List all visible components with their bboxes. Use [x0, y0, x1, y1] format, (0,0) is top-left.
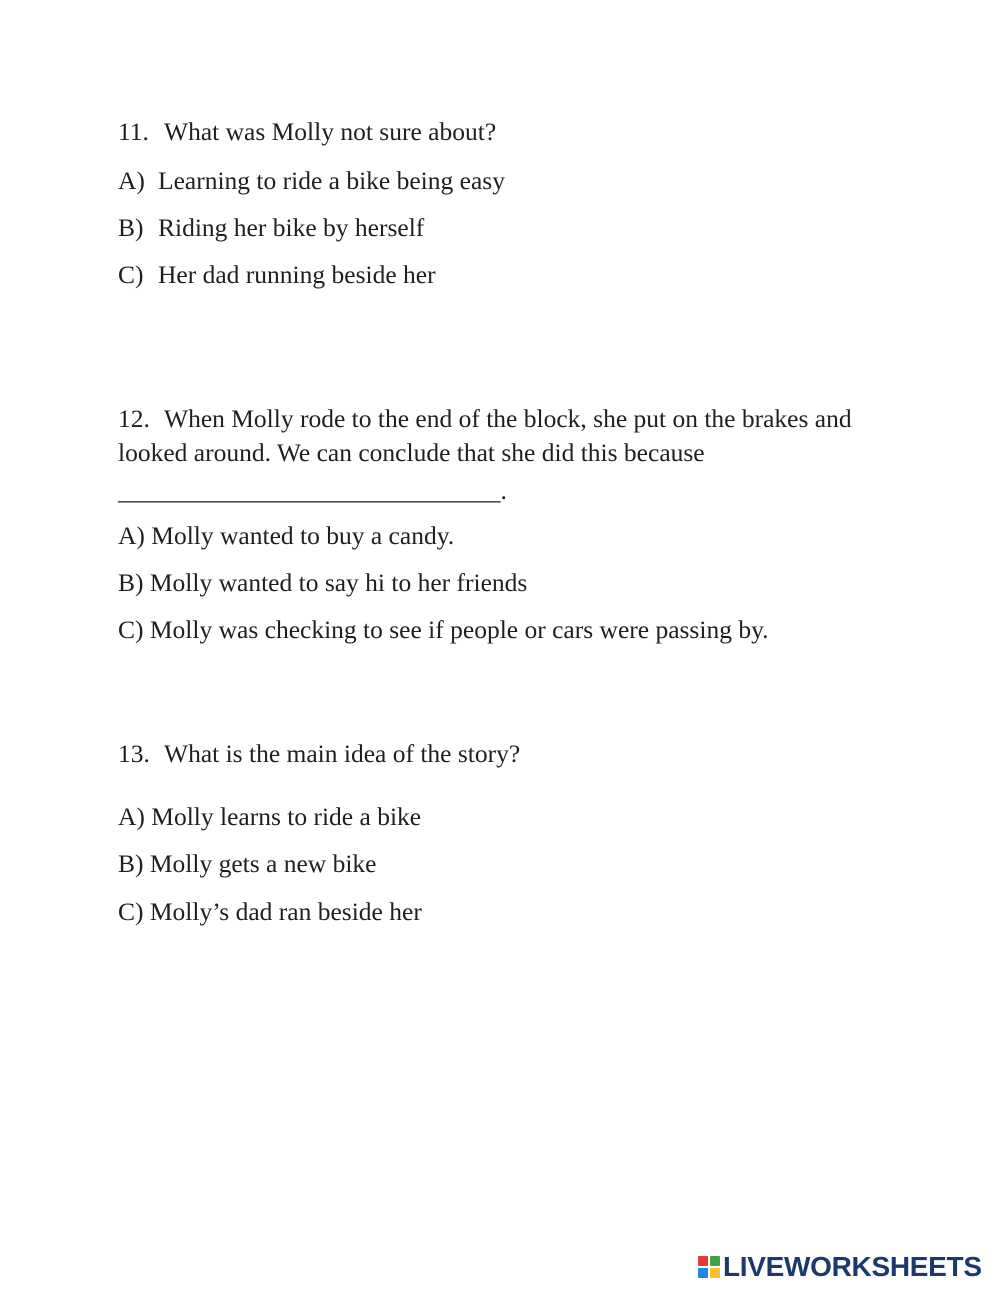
- question-13-option-c[interactable]: [118, 895, 422, 929]
- option-text: Molly learns to ride a bike: [151, 802, 422, 831]
- option-letter: C): [118, 260, 144, 289]
- question-11-option-b[interactable]: [118, 211, 424, 245]
- question-13-option-a[interactable]: [118, 800, 421, 834]
- option-text: Molly wanted to buy a candy.: [151, 521, 455, 550]
- option-letter: B): [118, 213, 144, 242]
- question-12-prompt-line-2: [118, 436, 705, 470]
- question-11-option-c[interactable]: [118, 258, 436, 292]
- option-letter: A): [118, 802, 145, 831]
- option-letter: B): [118, 568, 144, 597]
- option-text: Molly wanted to say hi to her friends: [149, 568, 528, 597]
- question-number: 12.: [118, 404, 150, 433]
- question-number: 11.: [118, 117, 149, 146]
- question-12-answer-blank[interactable]: [118, 474, 507, 508]
- question-text: What is the main idea of the story?: [164, 739, 521, 768]
- logo-block-4: [710, 1268, 720, 1278]
- question-text: looked around. We can conclude that she did this because: [118, 438, 705, 467]
- option-text: Molly’s dad ran beside her: [149, 897, 422, 926]
- logo-text: LIVEWORKSHEETS: [723, 1251, 982, 1282]
- option-text: Molly was checking to see if people or cars were passing by.: [149, 615, 769, 644]
- question-text: What was Molly not sure about?: [164, 117, 497, 146]
- logo-block-2: [710, 1256, 720, 1266]
- liveworksheets-logo: [698, 1252, 982, 1282]
- option-letter: C): [118, 897, 144, 926]
- logo-block-3: [698, 1268, 708, 1278]
- question-12-prompt-line-1: [118, 402, 852, 436]
- option-text: Molly gets a new bike: [149, 849, 377, 878]
- option-letter: C): [118, 615, 144, 644]
- logo-blocks-icon: [698, 1256, 720, 1278]
- question-12-option-b[interactable]: [118, 566, 527, 600]
- question-number: 13.: [118, 739, 150, 768]
- logo-block-1: [698, 1256, 708, 1266]
- option-text: Riding her bike by herself: [158, 213, 425, 242]
- option-letter: B): [118, 849, 144, 878]
- option-letter: A): [118, 166, 145, 195]
- question-11-option-a[interactable]: [118, 164, 505, 198]
- question-11-prompt: [118, 115, 496, 149]
- question-12-option-c[interactable]: [118, 613, 769, 647]
- question-12-option-a[interactable]: [118, 519, 454, 553]
- option-letter: A): [118, 521, 145, 550]
- question-13-option-b[interactable]: [118, 847, 377, 881]
- question-13-prompt: [118, 737, 520, 771]
- answer-blank: ______________________________.: [118, 476, 507, 505]
- option-text: Her dad running beside her: [158, 260, 436, 289]
- question-text: When Molly rode to the end of the block, she put on the brakes and: [164, 404, 852, 433]
- option-text: Learning to ride a bike being easy: [158, 166, 505, 195]
